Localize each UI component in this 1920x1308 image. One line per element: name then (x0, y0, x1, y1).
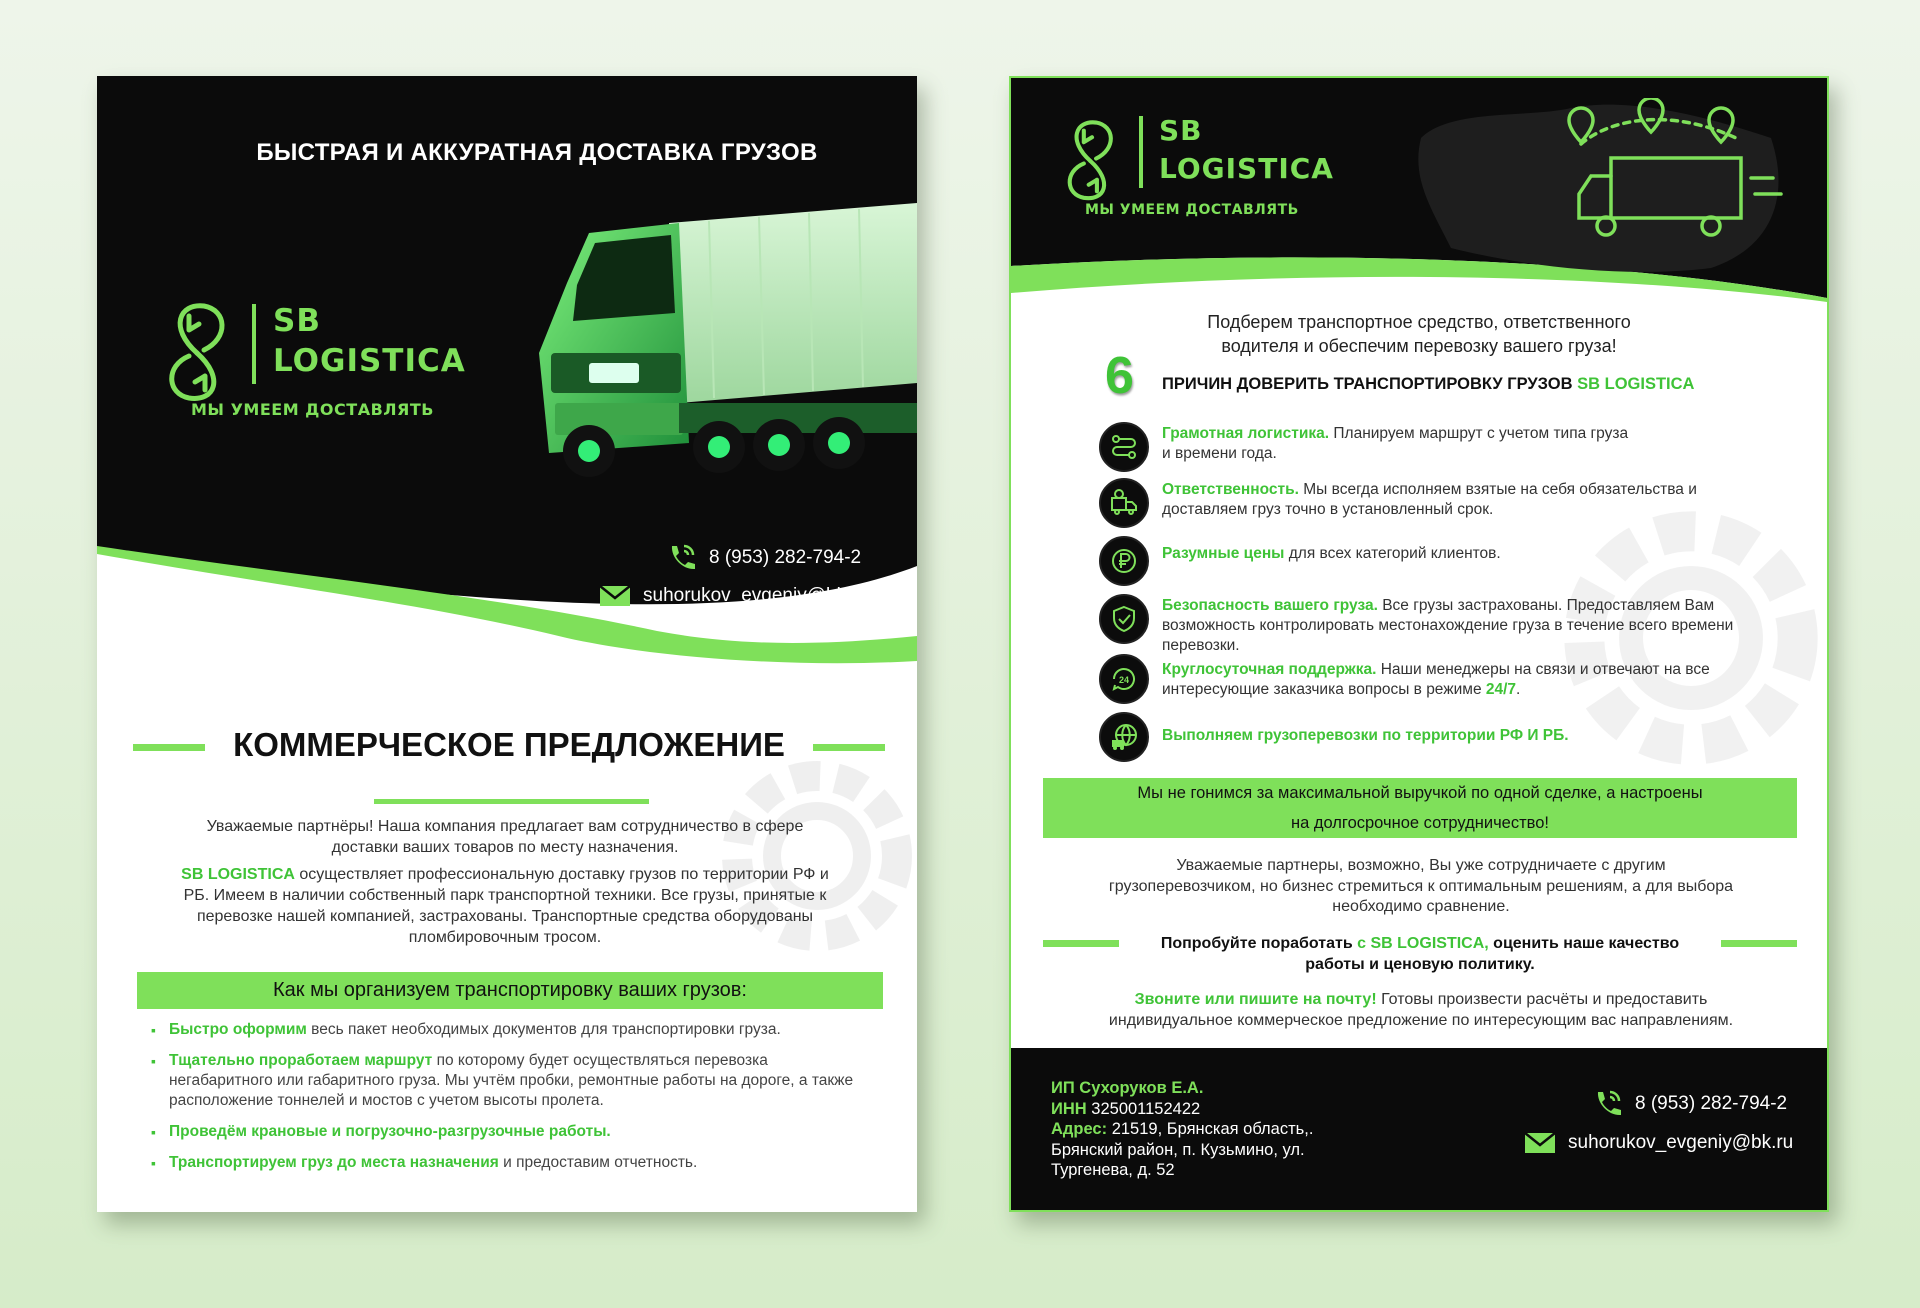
list-item-bold: Быстро оформим (169, 1021, 307, 1038)
company-details (1051, 1078, 1313, 1181)
call-text: Готовы произвести расчёты и предоставить индивидуальное коммерческое предложение по интересующим вас направлениям. (1108, 991, 1734, 1029)
reason-description: Планируем маршрут с учетом типа груза и времени года. (1162, 425, 1629, 462)
reason-title: Грамотная логистика. (1162, 425, 1330, 442)
company-paragraph (145, 864, 865, 948)
try-text-pre: Попробуйте поработать (1160, 935, 1358, 952)
reason-title: Безопасность вашего груза. (1162, 597, 1378, 614)
band-line-2: на долгосрочное сотрудничество! (1290, 814, 1550, 832)
front-phone[interactable] (665, 542, 861, 574)
list-item (149, 1122, 869, 1142)
flyer-back (1009, 76, 1829, 1212)
reason-description: для всех категорий клиентов. (1284, 545, 1501, 562)
mail-icon (599, 585, 631, 607)
offer-title: КОММЕРЧЕСКОЕ ПРЕДЛОЖЕНИЕ (233, 726, 785, 763)
reason-highlight: 24/7 (1485, 681, 1517, 698)
list-item-bold: Тщательно проработаем маршрут (169, 1052, 433, 1069)
list-item-text: по которому будет осуществляться перевозка негабаритного или габаритного груза. Мы учтём пробки, ремонтные работы на дороге, а также расположение тоннелей и мостов с учетом высоты пролета. (169, 1052, 854, 1109)
back-email[interactable] (1524, 1132, 1793, 1154)
intro-paragraph: Уважаемые партнёры! Наша компания предлагает вам сотрудничество в сфере доставки ваших товаров по месту назначения. (206, 818, 804, 856)
logo-divider (252, 304, 256, 384)
list-item-text: весь пакет необходимых документов для транспортировки груза. (306, 1021, 781, 1038)
flyer-front (97, 76, 917, 1212)
list-item (149, 1051, 869, 1111)
reason-text (1162, 480, 1762, 520)
logo-arrows-icon (149, 298, 249, 408)
try-bar-left (1043, 940, 1119, 947)
brand-inline: SB LOGISTICA (181, 866, 295, 883)
try-bar-right (1721, 940, 1797, 947)
logo-name-logistica: LOGISTICA (273, 343, 466, 379)
phone-icon (1591, 1088, 1623, 1120)
try-text-post: оценить наше качество работы и ценовую политику. (1305, 935, 1680, 973)
svg-text:24: 24 (1118, 675, 1130, 685)
delivery-time-icon (1109, 488, 1139, 518)
list-item (149, 1153, 869, 1173)
reason-text (1162, 726, 1762, 746)
reason-description: Все грузы застрахованы. Предоставляем Вам возможность контролировать местонахождение груза в течение всего времени перевозки. (1162, 597, 1734, 654)
reason-title: Выполняем грузоперевозки по территории РФ И РБ. (1162, 727, 1569, 744)
back-phone[interactable] (1591, 1088, 1787, 1120)
reason-description: Мы всегда исполняем взятые на себя обязательства и доставляем груз точно в установленный срок. (1162, 481, 1697, 518)
how-band: Как мы организуем транспортировку ваших грузов: (137, 972, 883, 1009)
logo-name-logistica: LOGISTICA (1159, 152, 1334, 185)
how-list (149, 1020, 869, 1184)
brand-logo (149, 298, 509, 498)
phone-number: 8 (953) 282-794-2 (709, 547, 862, 568)
list-item-bold: Транспортируем груз до места назначения (169, 1154, 499, 1171)
headline: БЫСТРАЯ И АККУРАТНАЯ ДОСТАВКА ГРУЗОВ (256, 139, 818, 166)
address-line-2: Брянский район, п. Кузьмино, ул. (1051, 1140, 1305, 1159)
logo-divider (1139, 116, 1143, 188)
list-item-bold: Проведём крановые и погрузочно-разгрузочные работы. (169, 1123, 611, 1140)
email-address: suhorukov_evgeniy@bk.ru (643, 585, 869, 606)
reason-title: Круглосуточная поддержка. (1162, 661, 1377, 678)
list-item (149, 1020, 869, 1040)
globe-truck-icon (1109, 722, 1139, 752)
logo-name-sb: SB (273, 303, 321, 339)
route-icon (1109, 432, 1139, 462)
inn-label: ИНН (1051, 1099, 1087, 1118)
reason-text (1162, 424, 1762, 464)
phone-number: 8 (953) 282-794-2 (1635, 1093, 1788, 1114)
ruble-price-icon (1109, 546, 1139, 576)
logo-slogan: МЫ УМЕЕМ ДОСТАВЛЯТЬ (191, 400, 434, 419)
back-footer (1011, 1048, 1827, 1212)
email-address: suhorukov_evgeniy@bk.ru (1568, 1132, 1794, 1153)
reasons-number: 6 (1105, 347, 1134, 405)
reason-description: Наши менеджеры на связи и отвечают на все интересующие заказчика вопросы в режиме (1162, 661, 1710, 698)
intro-text: Подберем транспортное средство, ответственного водителя и обеспечим перевозку вашего груза! (1207, 312, 1631, 356)
reason-text (1162, 596, 1762, 656)
back-header (1011, 78, 1827, 318)
reason-title: Ответственность. (1162, 481, 1299, 498)
title-underline (374, 799, 649, 804)
reason-end: . (1516, 681, 1521, 698)
reason-item (1099, 654, 1799, 706)
address-line-1: 21519, Брянская область,. (1107, 1120, 1314, 1138)
reason-text (1162, 660, 1762, 700)
call-bold: Звоните или пишите на почту! (1134, 991, 1377, 1008)
offer-title-row (133, 726, 885, 766)
title-bar-right (813, 744, 885, 751)
truck-illustration (529, 203, 917, 493)
company-name: ИП Сухоруков Е.А. (1051, 1079, 1204, 1097)
phone-icon (665, 542, 697, 574)
back-brand-logo (1047, 116, 1407, 236)
mail-icon (1524, 1132, 1556, 1154)
front-email[interactable] (599, 585, 868, 607)
logo-slogan: МЫ УМЕЕМ ДОСТАВЛЯТЬ (1085, 202, 1299, 218)
list-item-text: и предоставим отчетность. (498, 1154, 698, 1171)
reason-item (1099, 536, 1799, 588)
call-paragraph (1101, 990, 1741, 1031)
address-label: Адрес: (1051, 1120, 1108, 1138)
reason-title: Разумные цены (1162, 545, 1285, 562)
front-header (97, 76, 917, 676)
reason-item (1099, 594, 1799, 654)
band-line-1: Мы не гонимся за максимальной выручкой по одной сделке, а настроены (1137, 784, 1703, 802)
cooperation-band (1043, 778, 1797, 838)
security-shield-icon (1109, 604, 1139, 634)
delivery-route-icon (1551, 98, 1791, 248)
reasons-title-text: ПРИЧИН ДОВЕРИТЬ ТРАНСПОРТИРОВКУ ГРУЗОВ (1162, 375, 1578, 393)
reasons-title (1162, 375, 1694, 394)
logo-arrows-icon (1047, 116, 1137, 206)
try-paragraph (1133, 934, 1707, 975)
reason-item (1099, 712, 1799, 764)
reason-item (1099, 422, 1799, 474)
inn-value: 325001152422 (1086, 1099, 1201, 1118)
partners-paragraph: Уважаемые партнеры, возможно, Вы уже сотрудничаете с другим грузоперевозчиком, но бизнес стремиться к оптимальным решениям, а для выбора необходимо сравнение. (1108, 857, 1734, 915)
support-24-icon (1109, 664, 1139, 694)
address-line-3: Тургенева, д. 52 (1051, 1161, 1175, 1179)
try-text-brand: с SB LOGISTICA, (1357, 935, 1489, 952)
logo-name-sb: SB (1159, 114, 1203, 147)
reason-item (1099, 478, 1799, 530)
reasons-title-brand: SB LOGISTICA (1577, 375, 1695, 393)
company-paragraph-text: осуществляет профессиональную доставку грузов по территории РФ и РБ. Имеем в наличии собственный парк транспортной техники. Все грузы, принятые к перевозке нашей компанией, застрахованы. Транспортные средства оборудованы пломбировочным тросом. (183, 866, 829, 946)
reason-text (1162, 544, 1762, 564)
